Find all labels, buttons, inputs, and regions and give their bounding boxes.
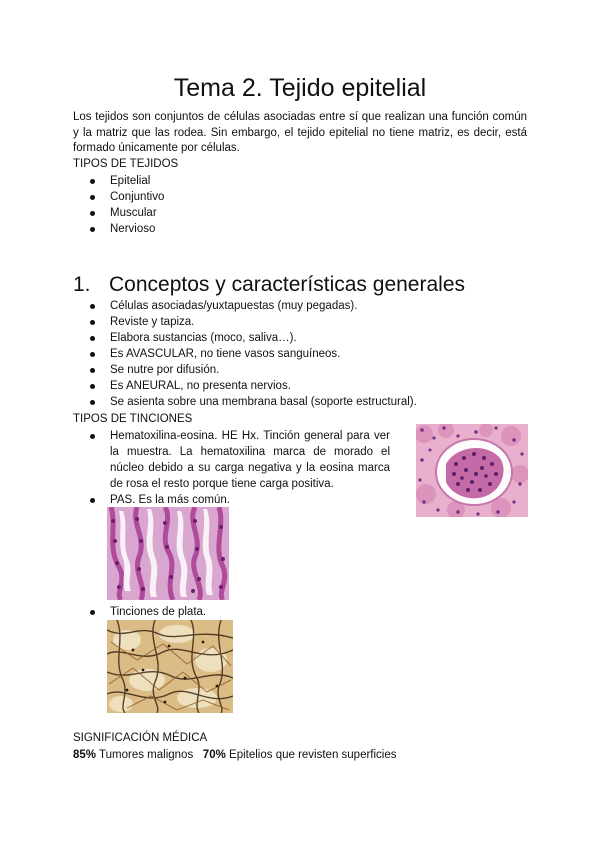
tinciones-list-he (90, 428, 390, 492)
stat-percent-1: 85% (73, 749, 97, 761)
list-item: Epitelial (90, 173, 164, 189)
list-item: Reviste y tapiza. (90, 314, 417, 330)
silver-stain-svg (107, 620, 233, 713)
list-item: Conjuntivo (90, 189, 164, 205)
tinciones-heading: TIPOS DE TINCIONES (73, 413, 193, 425)
list-item: Células asociadas/yuxtapuestas (muy pegadas). (90, 298, 417, 314)
stat-text-1: Tumores malignos (99, 749, 194, 761)
he-micrograph-image (416, 424, 528, 517)
list-item: Se nutre por difusión. (90, 362, 417, 378)
tinciones-list-plata (90, 604, 206, 620)
list-item: Elabora sustancias (moco, saliva…). (90, 330, 417, 346)
list-item: Muscular (90, 205, 164, 221)
section-title: Conceptos y características generales (109, 273, 466, 296)
tipos-tejidos-heading: TIPOS DE TEJIDOS (73, 158, 179, 170)
section-heading (73, 272, 465, 298)
silver-stain-image (107, 620, 233, 713)
list-item: PAS. Es la más común. (90, 492, 230, 508)
he-micrograph-svg (416, 424, 528, 517)
stat-percent-2: 70% (202, 749, 226, 761)
stat-text-2: Epitelios que revisten superficies (229, 749, 397, 761)
list-item: Nervioso (90, 221, 164, 237)
list-item: Es AVASCULAR, no tiene vasos sanguíneos. (90, 346, 417, 362)
list-item: Es ANEURAL, no presenta nervios. (90, 378, 417, 394)
tipos-tejidos-list (90, 173, 164, 237)
significacion-heading: SIGNIFICACIÓN MÉDICA (73, 732, 208, 744)
list-item: Se asienta sobre una membrana basal (soporte estructural). (90, 394, 417, 410)
list-item: Tinciones de plata. (90, 604, 206, 620)
pas-micrograph-image (107, 507, 229, 600)
page-title: Tema 2. Tejido epitelial (173, 74, 427, 102)
pas-micrograph-svg (107, 507, 229, 600)
tinciones-list-pas (90, 492, 230, 508)
list-item: Hematoxilina-eosina. HE Hx. Tinción general para ver la muestra. La hematoxilina marca de morado el núcleo debido a su carga negativa y la eosina marca de rosa el resto porque tiene carga positiva. (90, 428, 390, 492)
significacion-stats (73, 748, 397, 763)
conceptos-list (90, 298, 417, 410)
intro-paragraph: Los tejidos son conjuntos de células asociadas entre sí que realizan una función común y la matriz que las rodea. Sin embargo, el tejido epitelial no tiene matriz, es decir, está formado únicamente por células. (73, 111, 527, 154)
section-number: 1. (73, 273, 91, 296)
